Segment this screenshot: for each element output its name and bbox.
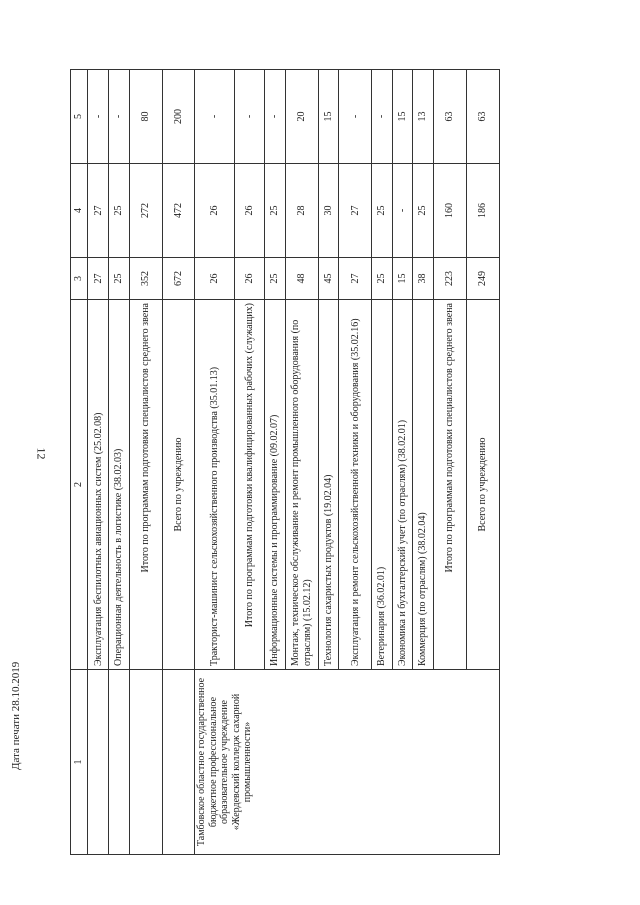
value-cell: 13 (413, 70, 434, 164)
value-cell: 160 (433, 164, 466, 258)
value-cell: 27 (88, 164, 109, 258)
value-cell: - (392, 164, 413, 258)
value-cell: 26 (195, 258, 234, 300)
program-cell: Экономика и бухгалтерский учет (по отраслям) (38.02.01) (392, 300, 413, 670)
program-cell: Ветеринария (36.02.01) (372, 300, 393, 670)
value-cell: 25 (109, 258, 130, 300)
org-cell (109, 670, 130, 855)
table-row (195, 70, 234, 855)
org-cell (162, 670, 195, 855)
org-name-cell: Тамбовское областное государственное бюджетное профессиональное образовательное учреждение «Жердевский колледж сахарной промышленности» (195, 670, 500, 855)
value-cell: 223 (433, 258, 466, 300)
value-cell: 186 (466, 164, 499, 258)
value-cell: 25 (265, 258, 286, 300)
value-cell: - (372, 70, 393, 164)
value-cell: - (339, 70, 372, 164)
subtotal-cell: Итого по программам подготовки специалистов среднего звена (433, 300, 466, 670)
total-cell: Всего по учреждению (162, 300, 195, 670)
program-cell: Операционная деятельность в логистике (38.02.03) (109, 300, 130, 670)
header-cell: 2 (71, 300, 88, 670)
value-cell: 25 (265, 164, 286, 258)
value-cell: 472 (162, 164, 195, 258)
value-cell: 272 (129, 164, 162, 258)
value-cell: 45 (318, 258, 339, 300)
print-date: Дата печати 28.10.2019 (10, 661, 22, 770)
value-cell: 249 (466, 258, 499, 300)
table-row (129, 70, 162, 855)
value-cell: 200 (162, 70, 195, 164)
value-cell: 63 (433, 70, 466, 164)
value-cell: 25 (372, 258, 393, 300)
value-cell: 63 (466, 70, 499, 164)
total-cell: Всего по учреждению (466, 300, 499, 670)
value-cell: 15 (392, 70, 413, 164)
value-cell: 352 (129, 258, 162, 300)
value-cell: 30 (318, 164, 339, 258)
table-row (88, 70, 109, 855)
org-cell (129, 670, 162, 855)
value-cell: - (195, 70, 234, 164)
value-cell: 25 (372, 164, 393, 258)
program-cell: Тракторист-машинист сельскохозяйственного производства (35.01.13) (195, 300, 234, 670)
value-cell: 26 (195, 164, 234, 258)
value-cell: - (88, 70, 109, 164)
admission-table (70, 69, 500, 855)
table-row (162, 70, 195, 855)
admission-table-container (70, 70, 500, 855)
page-number: 12 (34, 447, 49, 460)
value-cell: 25 (109, 164, 130, 258)
value-cell: 20 (285, 70, 318, 164)
header-cell: 3 (71, 258, 88, 300)
value-cell: - (109, 70, 130, 164)
program-cell: Эксплуатация и ремонт сельскохозяйственной техники и оборудования (35.02.16) (339, 300, 372, 670)
org-cell (88, 670, 109, 855)
value-cell: 27 (88, 258, 109, 300)
program-cell: Эксплуатация беспилотных авиационных систем (25.02.08) (88, 300, 109, 670)
value-cell: 27 (339, 258, 372, 300)
value-cell: 38 (413, 258, 434, 300)
value-cell: 28 (285, 164, 318, 258)
value-cell: 672 (162, 258, 195, 300)
program-cell: Информационные системы и программирование (09.02.07) (265, 300, 286, 670)
header-cell: 5 (71, 70, 88, 164)
header-cell: 4 (71, 164, 88, 258)
program-cell: Монтаж, техническое обслуживание и ремонт промышленного оборудования (по отраслям) (15.02.12) (285, 300, 318, 670)
program-cell: Технология сахаристых продуктов (19.02.04) (318, 300, 339, 670)
value-cell: 80 (129, 70, 162, 164)
value-cell: - (265, 70, 286, 164)
value-cell: 48 (285, 258, 318, 300)
header-row (71, 70, 88, 855)
table-row (109, 70, 130, 855)
program-cell: Коммерция (по отраслям) (38.02.04) (413, 300, 434, 670)
value-cell: 26 (234, 258, 265, 300)
subtotal-cell: Итого по программам подготовки квалифицированных рабочих (служащих) (234, 300, 265, 670)
subtotal-cell: Итого по программам подготовки специалистов среднего звена (129, 300, 162, 670)
value-cell: 25 (413, 164, 434, 258)
value-cell: 15 (392, 258, 413, 300)
value-cell: 26 (234, 164, 265, 258)
value-cell: 15 (318, 70, 339, 164)
value-cell: 27 (339, 164, 372, 258)
header-cell: 1 (71, 670, 88, 855)
value-cell: - (234, 70, 265, 164)
